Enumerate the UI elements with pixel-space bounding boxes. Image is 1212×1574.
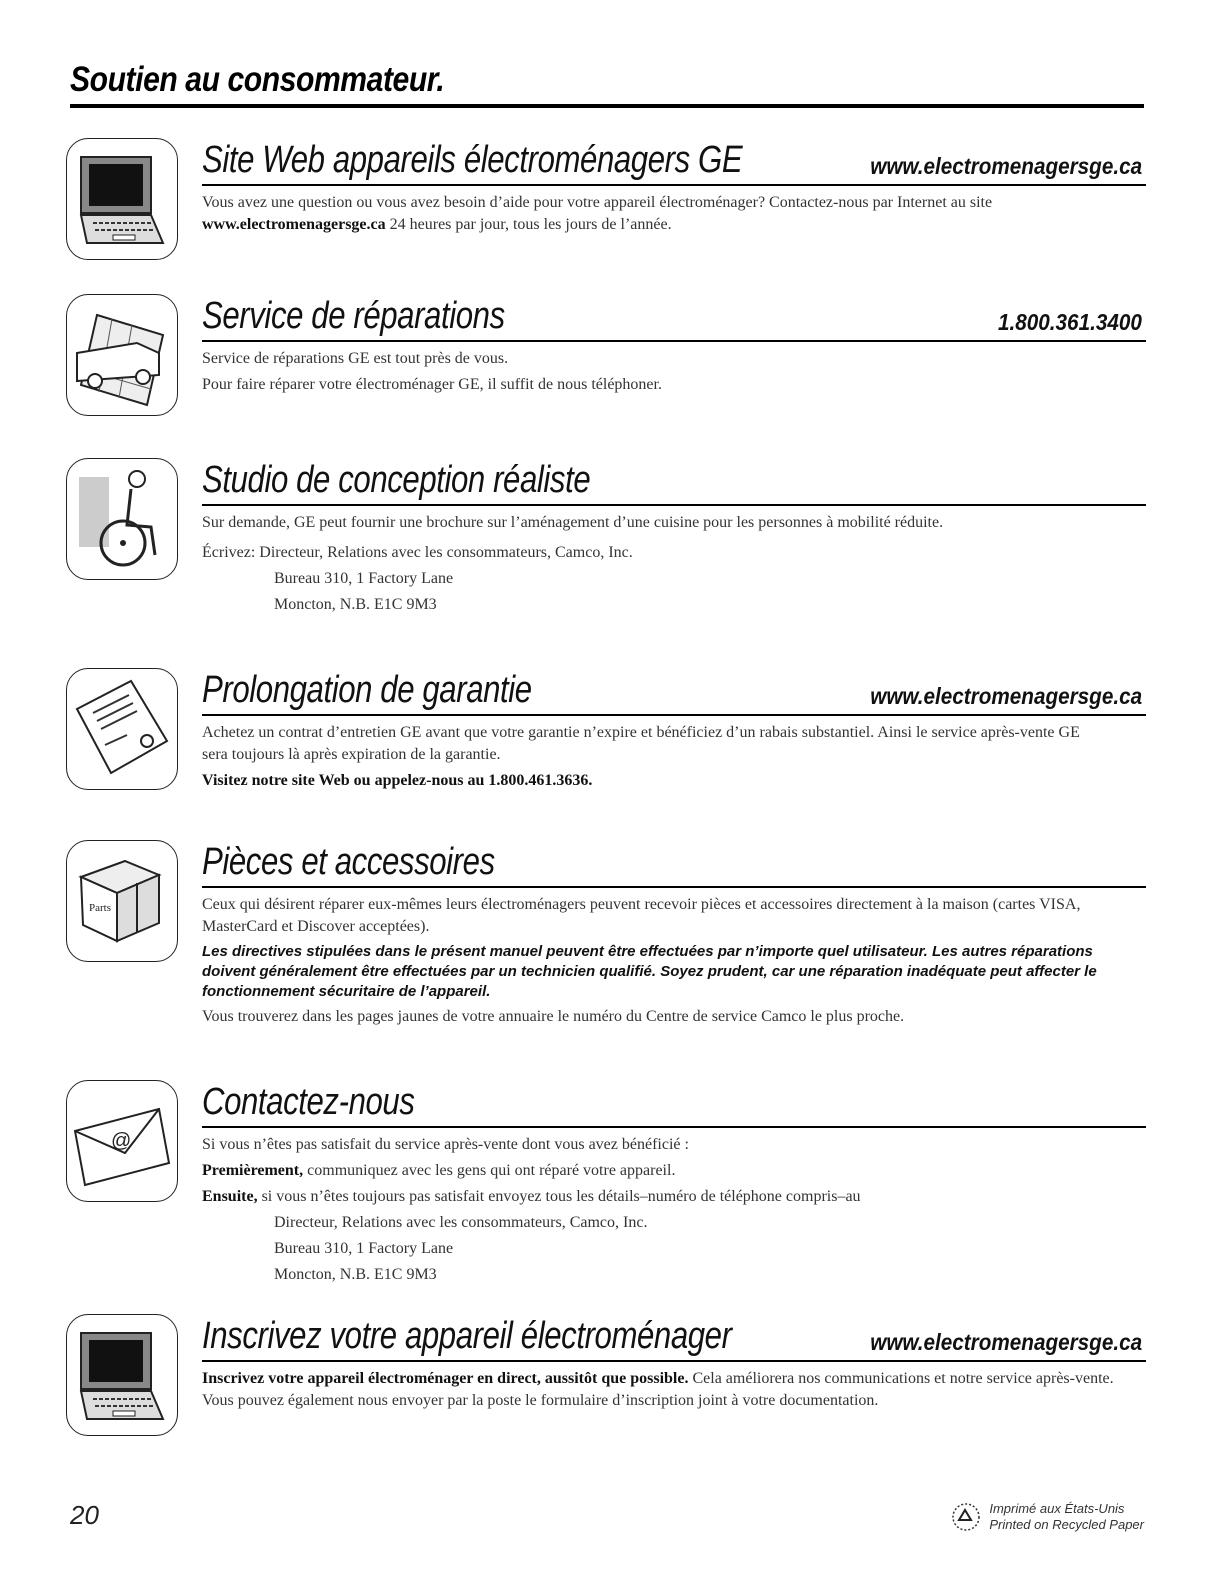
text: Vous avez une question ou vous avez besoin d’aide pour votre appareil électroménager? Contactez-nous par Internet au site — [202, 194, 993, 211]
section-contact-us — [66, 1080, 1146, 1290]
parts-box-icon — [66, 840, 178, 962]
section-register-appliance — [66, 1314, 1146, 1454]
section-heading: Contactez-nous — [202, 1081, 415, 1123]
section-body — [202, 512, 1126, 620]
section-body — [202, 722, 1126, 796]
parts-label: Parts — [89, 902, 111, 914]
section-extended-warranty — [66, 668, 1146, 798]
page-number: 20 — [70, 1500, 99, 1530]
section-heading: Pièces et accessoires — [202, 841, 495, 883]
address-line: Bureau 310, 1 Factory Lane — [274, 1240, 454, 1257]
heading-row — [202, 458, 1146, 506]
section-design-studio — [66, 458, 1146, 638]
section-heading: Service de réparations — [202, 295, 505, 337]
section-heading: Site Web appareils électroménagers GE — [202, 139, 743, 181]
text: Cela améliorera nos communications et notre service après-vente. Vous pouvez également nous envoyer par la poste le formulaire d’inscription joint à votre documentation. — [202, 1370, 1114, 1409]
text: Sur demande, GE peut fournir une brochure sur l’aménagement d’une cuisine pour les personnes à mobilité réduite. — [202, 514, 944, 531]
text: Ceux qui désirent réparer eux-mêmes leurs électroménagers peuvent recevoir pièces et accessoires directement à la maison (cartes VISA, MasterCard et Discover acceptées). — [202, 896, 1081, 935]
section-body — [202, 1134, 1126, 1290]
text-bold: Premièrement, — [202, 1162, 304, 1179]
section-heading: Prolongation de garantie — [202, 669, 532, 711]
website-link[interactable]: www.electromenagersge.ca — [870, 683, 1142, 709]
laptop-icon — [66, 138, 178, 260]
section-repair-service — [66, 294, 1146, 419]
heading-row — [202, 840, 1146, 888]
email-envelope-icon — [66, 1080, 178, 1202]
call-to-action: Visitez notre site Web ou appelez-nous au 1.800.461.3636. — [202, 772, 593, 789]
warranty-document-icon — [66, 668, 178, 790]
section-body — [202, 1368, 1126, 1416]
heading-row — [202, 138, 1146, 186]
text: Pour faire réparer votre électroménager GE, il suffit de nous téléphoner. — [202, 376, 662, 393]
footer-recycled — [949, 1500, 1144, 1534]
text: Si vous n’êtes pas satisfait du service après-vente dont vous avez bénéficié : — [202, 1136, 689, 1153]
text: 24 heures par jour, tous les jours de l’année. — [385, 216, 672, 233]
footer-line: Imprimé aux États-Unis — [989, 1501, 1125, 1516]
text: Vous trouverez dans les pages jaunes de votre annuaire le numéro du Centre de service Camco le plus proche. — [202, 1008, 905, 1025]
title-rule — [70, 104, 1144, 108]
website-link[interactable]: www.electromenagersge.ca — [870, 153, 1142, 179]
phone-number[interactable]: 1.800.361.3400 — [998, 309, 1142, 335]
website-link[interactable]: www.electromenagersge.ca — [870, 1329, 1142, 1355]
address-line: Directeur, Relations avec les consommateurs, Camco, Inc. — [274, 1214, 648, 1231]
inline-website-link[interactable]: www.electromenagersge.ca — [202, 216, 386, 233]
text-bold: Inscrivez votre appareil électroménager en direct, aussitôt que possible. — [202, 1370, 689, 1387]
text-bold: Ensuite, — [202, 1188, 258, 1205]
text: Achetez un contrat d’entretien GE avant que votre garantie n’expire et bénéficiez d’un rabais substantiel. Ainsi le service après-vente GE sera toujours là après expiration de la garantie. — [202, 724, 1080, 763]
heading-row — [202, 1314, 1146, 1362]
section-parts-accessories — [66, 840, 1146, 1050]
text: si vous n’êtes toujours pas satisfait envoyez tous les détails–numéro de téléphone compris–au — [257, 1188, 861, 1205]
heading-row — [202, 294, 1146, 342]
address-line: Moncton, N.B. E1C 9M3 — [274, 596, 437, 613]
section-heading: Studio de conception réaliste — [202, 459, 591, 501]
section-body — [202, 192, 1126, 240]
section-body — [202, 894, 1126, 1032]
heading-row — [202, 668, 1146, 716]
recycled-paper-icon — [949, 1500, 983, 1534]
footer-line: Printed on Recycled Paper — [989, 1517, 1144, 1532]
svg-text:@: @ — [111, 1130, 132, 1152]
address-line: Moncton, N.B. E1C 9M3 — [274, 1266, 437, 1283]
safety-warning: Les directives stipulées dans le présent manuel peuvent être effectuées par n’importe quel utilisateur. Les autres réparations doivent généralement être effectuées par un technicien qualifié. Soyez prudent, car une réparation inadéquate peut affecter le fonctionnement sécuritaire de l’appareil. — [202, 943, 1097, 1000]
laptop-icon — [66, 1314, 178, 1436]
section-body — [202, 348, 1126, 400]
heading-row — [202, 1080, 1146, 1128]
address-line: Bureau 310, 1 Factory Lane — [274, 570, 454, 587]
wheelchair-icon — [66, 458, 178, 580]
section-heading: Inscrivez votre appareil électroménager — [202, 1315, 732, 1357]
service-van-icon — [66, 294, 178, 416]
text: Écrivez: Directeur, Relations avec les consommateurs, Camco, Inc. — [202, 544, 633, 561]
text: Service de réparations GE est tout près de vous. — [202, 350, 509, 367]
page-title: Soutien au consommateur. — [70, 60, 445, 99]
text: communiquez avec les gens qui ont réparé votre appareil. — [303, 1162, 676, 1179]
section-website — [66, 138, 1146, 263]
